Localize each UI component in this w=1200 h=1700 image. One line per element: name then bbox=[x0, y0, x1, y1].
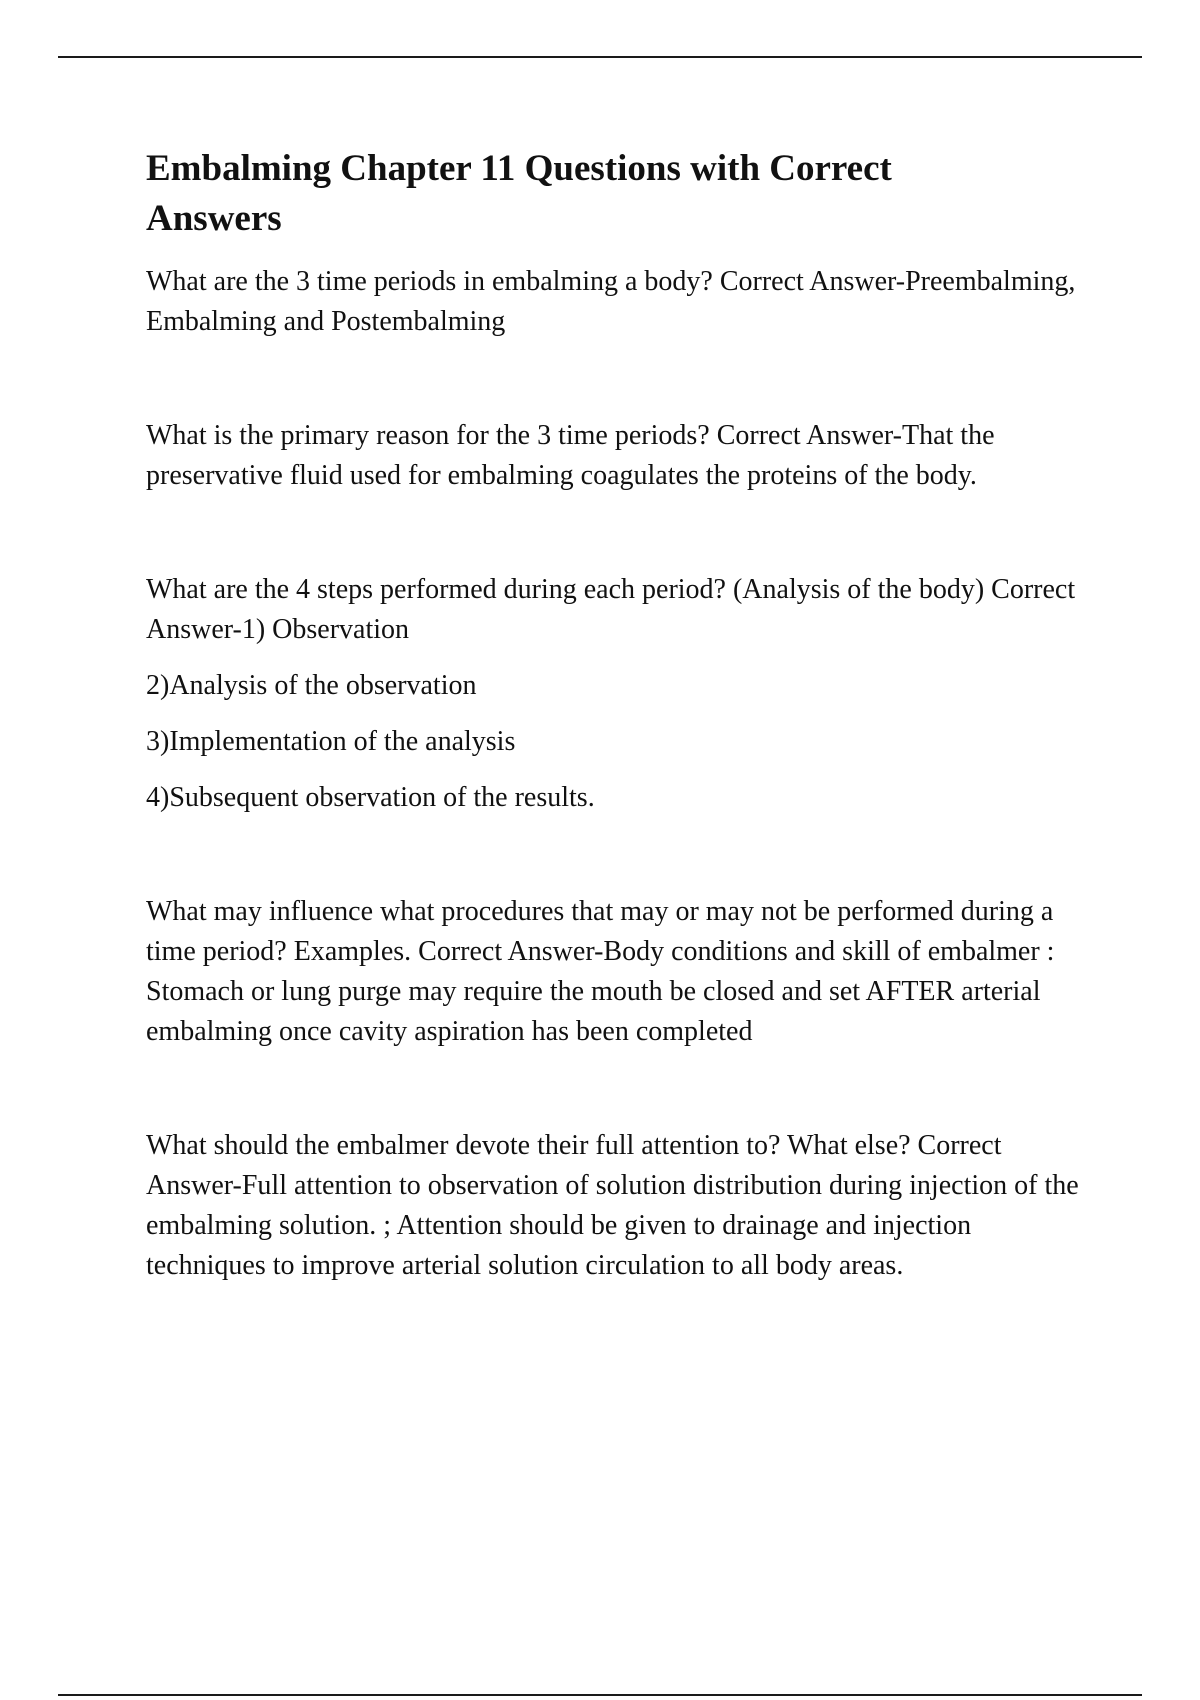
document-body bbox=[146, 144, 1086, 1360]
qa-item-2 bbox=[146, 416, 1086, 496]
qa-text: What should the embalmer devote their full attention to? What else? Correct Answer-Full attention to observation of solution distribution during injection of the embalming solution. ; Attention should be given to drainage and injection techniques to improve arterial solution circulation to all body areas. bbox=[146, 1130, 1079, 1281]
top-rule bbox=[58, 56, 1142, 58]
bottom-rule bbox=[58, 1694, 1142, 1696]
qa-step-2: 2)Analysis of the observation bbox=[146, 670, 477, 701]
qa-item-1 bbox=[146, 262, 1086, 342]
qa-item-5 bbox=[146, 1126, 1086, 1286]
qa-text: What are the 4 steps performed during each period? (Analysis of the body) Correct Answer-1) Observation bbox=[146, 574, 1076, 645]
qa-text: What is the primary reason for the 3 time periods? Correct Answer-That the preservative fluid used for embalming coagulates the proteins of the body. bbox=[146, 420, 995, 491]
qa-text: What are the 3 time periods in embalming a body? Correct Answer-Preembalming, Embalming and Postembalming bbox=[146, 266, 1076, 337]
qa-step-4: 4)Subsequent observation of the results. bbox=[146, 782, 595, 813]
qa-item-4 bbox=[146, 892, 1086, 1052]
document-title: Embalming Chapter 11 Questions with Correct Answers bbox=[146, 148, 892, 239]
qa-text: What may influence what procedures that may or may not be performed during a time period? Examples. Correct Answer-Body conditions and skill of embalmer : Stomach or lung purge may require the mouth be closed and set AFTER arterial embalming once cavity aspiration has been completed bbox=[146, 896, 1055, 1047]
qa-item-3 bbox=[146, 570, 1086, 818]
qa-step-3: 3)Implementation of the analysis bbox=[146, 726, 516, 757]
